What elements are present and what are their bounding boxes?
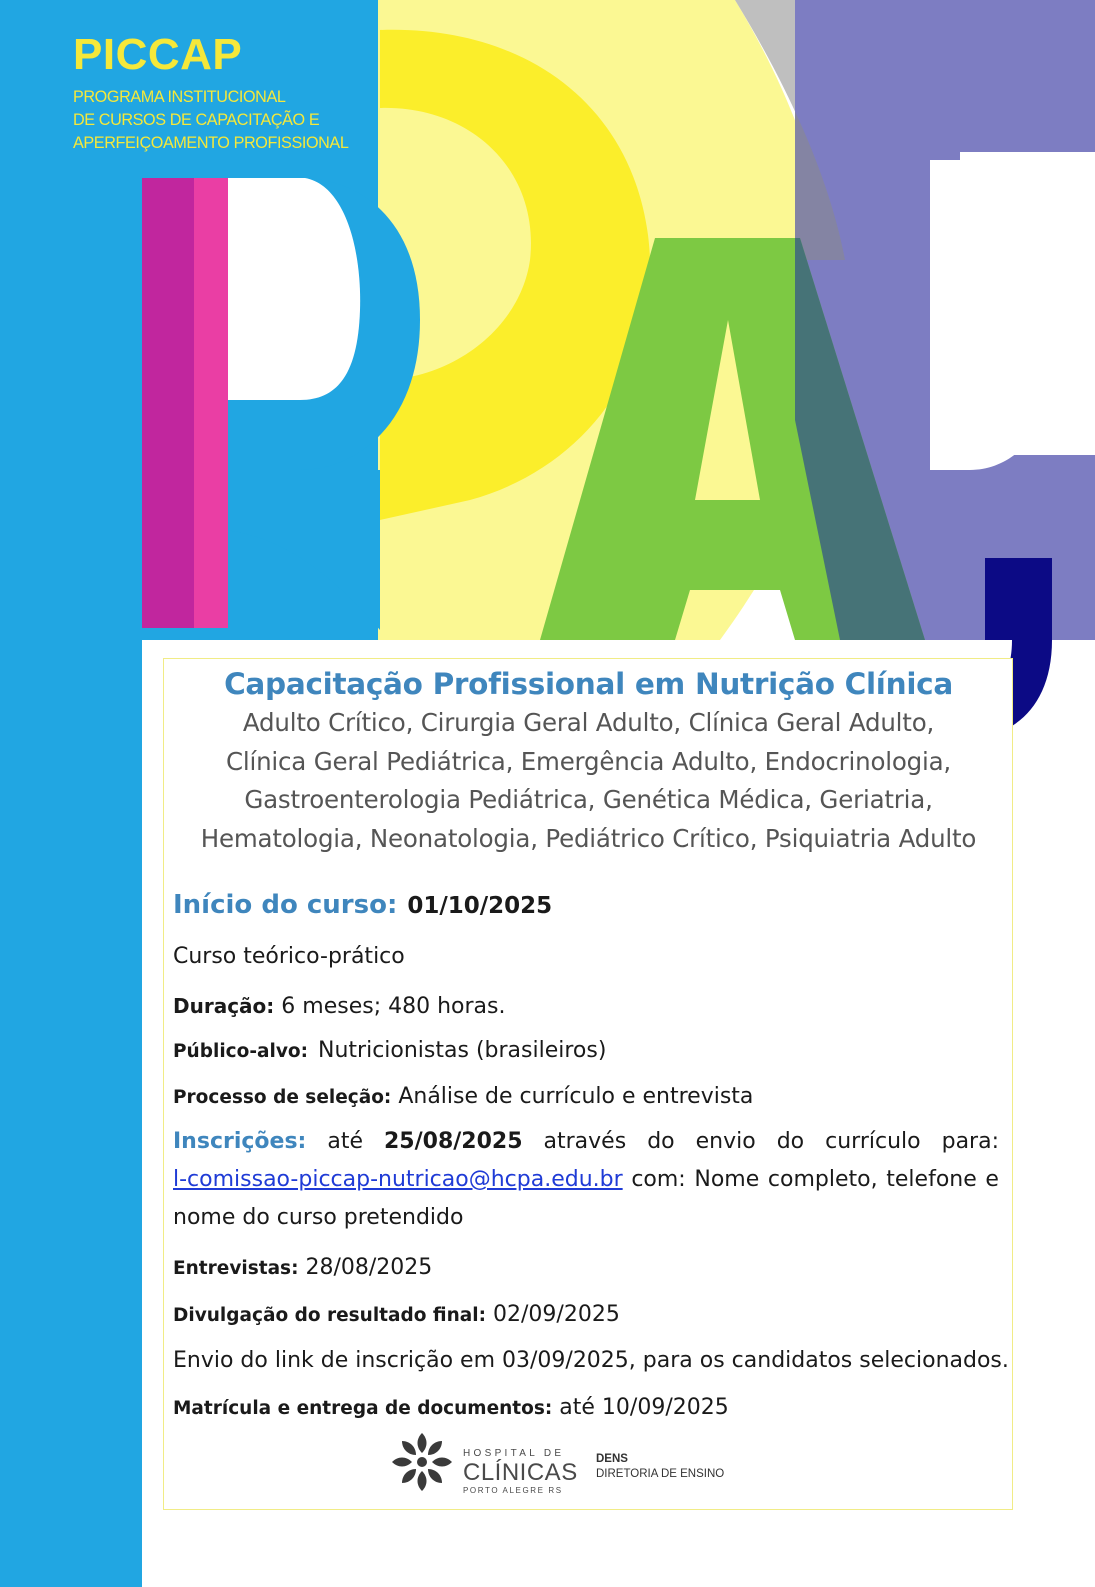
start-label: Início do curso: [173,890,398,920]
enrollment-block [173,1123,999,1237]
dens-subtitle: DIRETORIA DE ENSINO [596,1468,725,1480]
selection-value: Análise de currículo e entrevista [398,1084,754,1109]
enroll-word: telefone [886,1167,977,1192]
enroll-word: currículo [825,1129,921,1154]
enroll-word: com: [631,1167,686,1192]
hospital-wordmark [463,1448,578,1496]
hospital-location: PORTO ALEGRE RS [463,1486,563,1495]
areas-line: Gastroenterologia Pediátrica, Genética Médica, Geriatria, [244,785,933,814]
enroll-word: Nome [694,1167,760,1192]
selection-row [173,1077,753,1118]
enrollment-line-2 [173,1161,999,1199]
magenta-bar-dark [142,178,194,628]
info-panel [163,658,1013,1510]
brand-subtitle-line: DE CURSOS DE CAPACITAÇÃO E [73,111,320,129]
enrollment-docs-label: Matrícula e entrega de documentos: [173,1398,553,1419]
magenta-bar-light [194,178,228,628]
result-value: 02/09/2025 [493,1302,620,1327]
brand-name: PICCAP [73,30,243,79]
enroll-word: do [776,1129,805,1154]
enrollment-email-link[interactable]: l-comissao-piccap-nutricao@hcpa.edu.br [173,1167,623,1192]
enroll-word: através [543,1129,627,1154]
audience-label: Público-alvo: [173,1041,309,1062]
audience-row [173,1031,606,1072]
purple-p-counter [960,152,1095,455]
brand-block [73,30,348,155]
result-row [173,1295,620,1336]
enroll-word: para: [941,1129,999,1154]
duration-label: Duração: [173,994,275,1018]
duration-value: 6 meses; 480 horas. [281,994,506,1019]
enroll-word: completo, [767,1167,878,1192]
interviews-value: 28/08/2025 [305,1255,433,1280]
selection-label: Processo de seleção: [173,1087,392,1108]
link-row: Envio do link de inscrição em 03/09/2025, para os candidatos selecionados. [173,1348,1009,1373]
enroll-word: do [647,1129,675,1154]
course-areas [164,704,1013,858]
interviews-label: Entrevistas: [173,1258,299,1279]
interviews-row [173,1248,432,1289]
brand-subtitle-line: PROGRAMA INSTITUCIONAL [73,88,286,106]
hospital-name: CLÍNICAS [463,1459,578,1486]
enroll-word: envio [695,1129,756,1154]
enroll-word: e [985,1167,999,1192]
dens-block [596,1452,724,1482]
enrollment-line-3: nome do curso pretendido [173,1205,464,1230]
dens-title: DENS [596,1453,628,1465]
enroll-word: até [327,1129,363,1154]
blue-letter-p-white [225,178,360,400]
enrollment-line-1 [173,1123,999,1161]
audience-value: Nutricionistas (brasileiros) [318,1038,607,1063]
start-value: 01/10/2025 [407,893,553,919]
duration-row [173,986,506,1027]
enroll-deadline: 25/08/2025 [384,1129,523,1154]
areas-line: Adulto Crítico, Cirurgia Geral Adulto, Clínica Geral Adulto, [242,708,935,737]
start-row [173,885,552,926]
hospital-logo-icon [390,1429,454,1495]
areas-line: Hematologia, Neonatologia, Pediátrico Crítico, Psiquiatria Adulto [200,823,977,853]
hospital-top: HOSPITAL DE [463,1448,565,1459]
course-title: Capacitação Profissional em Nutrição Clínica [224,667,953,701]
brand-subtitle [73,86,348,155]
course-type: Curso teórico-prático [173,944,405,969]
enrollment-docs-value: até 10/09/2025 [559,1395,729,1420]
blue-side-strip [0,640,142,1587]
enrollment-docs-row [173,1388,729,1429]
brand-subtitle-line: APERFEIÇOAMENTO PROFISSIONAL [73,134,349,152]
areas-line: Clínica Geral Pediátrica, Emergência Adulto, Endocrinologia, [225,746,951,776]
enrollment-label: Inscrições: [173,1129,307,1154]
result-label: Divulgação do resultado final: [173,1305,487,1326]
